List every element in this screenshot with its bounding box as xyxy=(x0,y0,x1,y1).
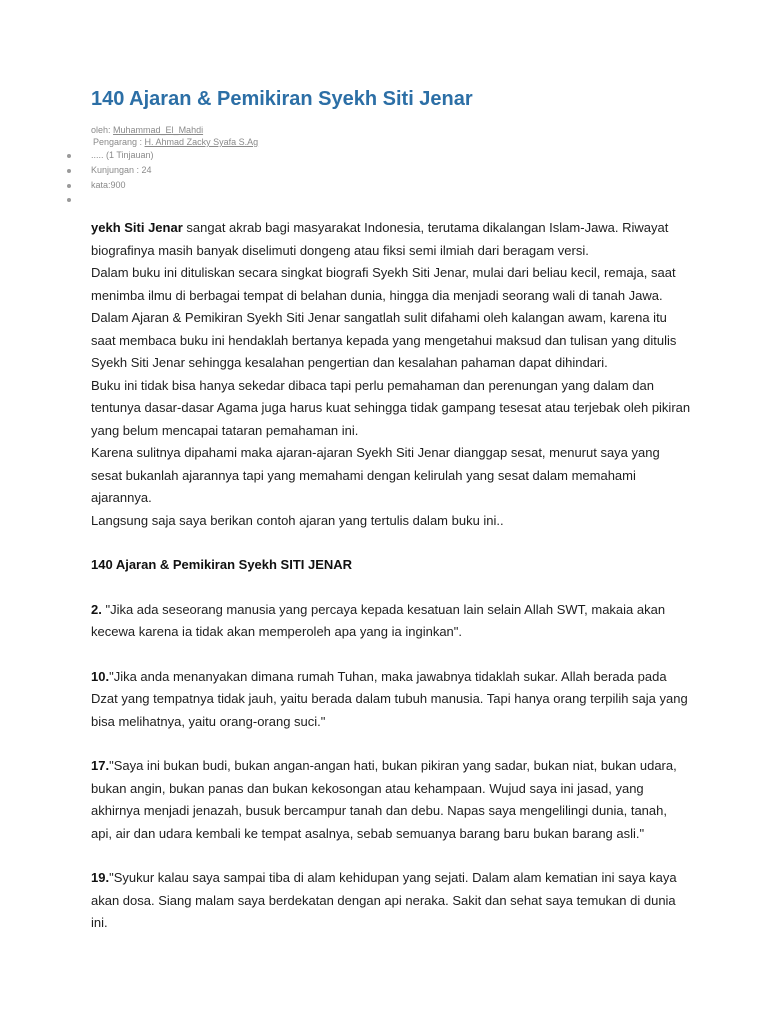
intro-paragraph-5: Karena sulitnya dipahami maka ajaran-ajaran Syekh Siti Jenar dianggap sesat, menurut saya yang sesat bukanlah ajarannya tapi yang memahami dengan kelirulah yang sesat dalam memahami ajarannya. xyxy=(91,445,660,505)
bullet-icon xyxy=(67,169,71,173)
teaching-10 xyxy=(91,666,691,734)
teaching-number: 17. xyxy=(91,758,110,773)
author-link[interactable]: Muhammad_El_Mahdi xyxy=(113,125,204,135)
intro-paragraph-6: Langsung saja saya berikan contoh ajaran yang tertulis dalam buku ini.. xyxy=(91,512,504,528)
teaching-number: 19. xyxy=(91,870,110,885)
teaching-text: "Saya ini bukan budi, bukan angan-angan hati, bukan pikiran yang sadar, bukan niat, bukan udara, bukan angin, bukan panas dan bukan kekosongan atau kehampaan. Wujud saya ini jasad, yang akhirnya menjadi jenazah, busuk bercampur tanah dan debu. Napas saya mengelilingi dunia, tanah, api, air dan udara kembali ke tempat asalnya, sebab semuanya barang baru bukan barang asli." xyxy=(91,758,677,841)
teaching-number: 10. xyxy=(91,668,110,684)
visit-count: Kunjungan : 24 xyxy=(91,165,152,175)
page-title: 140 Ajaran & Pemikiran Syekh Siti Jenar xyxy=(91,88,473,110)
teaching-17 xyxy=(91,755,691,845)
writer-line xyxy=(93,137,258,147)
teaching-2 xyxy=(91,599,691,644)
teaching-19 xyxy=(91,867,691,935)
intro-paragraph-1 xyxy=(91,217,691,262)
bullet-icon xyxy=(67,184,71,188)
teaching-text: "Jika ada seseorang manusia yang percaya kepada kesatuan lain selain Allah SWT, makaia akan kecewa karena ia tidak akan memperoleh apa yang ia inginkan". xyxy=(91,601,666,639)
bullet-icon xyxy=(67,198,71,202)
writer-link[interactable]: H. Ahmad Zacky Syafa S.Ag xyxy=(144,137,259,147)
author-label: oleh: xyxy=(91,125,114,135)
article-body xyxy=(91,217,691,935)
word-count: kata:900 xyxy=(91,180,126,190)
teaching-text: "Syukur kalau saya sampai tiba di alam kehidupan yang sejati. Dalam alam kematian ini saya kaya akan dosa. Siang malam saya berdekatan dengan api neraka. Sakit dan sehat saya temukan di dunia ini. xyxy=(91,870,677,930)
intro-text: sangat akrab bagi masyarakat Indonesia, terutama dikalangan Islam-Jawa. Riwayat biografinya masih banyak diselimuti dongeng atau fiksi semi ilmiah dari beragam versi. xyxy=(91,220,669,258)
teaching-text: "Jika anda menanyakan dimana rumah Tuhan, maka jawabnya tidaklah sukar. Allah berada pada Dzat yang tempatnya tidak jauh, yaitu berada dalam tubuh manusia. Tapi hanya orang terpilih saja yang bisa melihatnya, yaitu orang-orang suci." xyxy=(91,668,688,729)
intro-paragraph-3: Dalam Ajaran & Pemikiran Syekh Siti Jenar sangatlah sulit difahami oleh kalangan awam, karena itu saat membaca buku ini hendaklah bertanya kepada yang mengetahui maksud dan tulisan yang ditulis Syekh Siti Jenar sehingga kesalahan pengertian dan kesalahan pahaman dapat dihindari. xyxy=(91,310,677,370)
teaching-number: 2. xyxy=(91,601,102,617)
section-heading: 140 Ajaran & Pemikiran Syekh SITI JENAR xyxy=(91,557,353,572)
author-line xyxy=(91,125,203,135)
intro-lead: yekh Siti Jenar xyxy=(91,220,183,235)
intro-paragraph-4: Buku ini tidak bisa hanya sekedar dibaca tapi perlu pemahaman dan perenungan yang dalam dan tentunya dasar-dasar Agama juga harus kuat sehingga tidak gampang tesesat atau terjebak oleh pikiran yang belum mencapai tataran pemahaman ini. xyxy=(91,377,691,438)
intro-paragraph-2: Dalam buku ini dituliskan secara singkat biografi Syekh Siti Jenar, mulai dari beliau kecil, remaja, saat menimba ilmu di berbagai tempat di belahan dunia, hingga dia menjadi seorang wali di tanah Jawa. xyxy=(91,265,676,303)
writer-label: Pengarang : xyxy=(93,137,145,147)
review-count[interactable]: ..... (1 Tinjauan) xyxy=(91,150,154,160)
bullet-icon xyxy=(67,154,71,158)
